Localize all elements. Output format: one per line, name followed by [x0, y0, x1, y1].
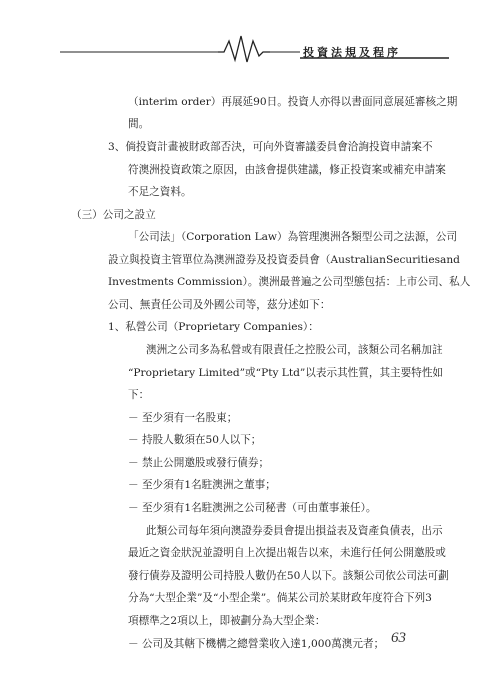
text-run: Securities: [385, 254, 441, 266]
paragraph-line-justified: [108, 253, 460, 267]
bullet-item: － 至少須有一名股東；: [128, 412, 238, 424]
bullet-item: － 至少須有1名駐澳洲之公司秘書（可由董事兼任）。: [128, 502, 377, 514]
paragraph-line: 分為“大型企業”及“小型企業”。倘某公司於某財政年度符合下列3: [128, 592, 432, 604]
section-heading: （三）公司之設立: [71, 209, 156, 221]
paragraph-line: 澳洲之公司多為私營或有限責任之控股公司，該類公司名稱加註: [146, 344, 443, 356]
bullet-item: － 至少須有1名駐澳洲之董事；: [128, 479, 276, 491]
text-run: 設立與投資主管單位為澳洲證券及投資委員會（: [108, 254, 331, 266]
bullet-item: － 公司及其轄下機構之總營業收入達1,000萬澳元者；: [128, 638, 385, 650]
paragraph-line: 此類公司每年須向澳證券委員會提出損益表及資產負債表，出示: [146, 525, 443, 537]
text-run: and: [440, 254, 460, 266]
list-item-3-line: 3、倘投資計畫被財政部否決，可向外資審議委員會洽詢投資申請案不: [108, 141, 433, 153]
paragraph-line: 下：: [128, 389, 150, 401]
paragraph-line: 項標準之2項以上，即被劃分為大型企業：: [128, 615, 326, 627]
bullet-item: － 禁止公開邀股或發行債券；: [128, 457, 270, 469]
paragraph-line: 公司、無責任公司及外國公司等，茲分述如下：: [108, 299, 331, 311]
header-title: 投資法規及程序: [303, 46, 401, 59]
paragraph-line: Investments Commission）。澳洲最普遍之公司型態包括：上市公司、私人: [108, 276, 471, 288]
paragraph-line: 最近之資金狀況並證明自上次提出報告以來，未進行任何公開邀股或: [128, 547, 446, 559]
list-item-3-line: 不足之資料。: [128, 186, 192, 198]
paragraph-line: 「公司法」（Corporation Law）為管理澳洲各類型公司之法源，公司: [128, 231, 458, 243]
bullet-item: － 持股人數須在50人以下；: [128, 434, 262, 446]
paragraph-line: “Proprietary Limited”或“Pty Ltd”以表示其性質，其主要特性如: [128, 367, 444, 379]
list-item-3-line: 符澳洲投資政策之原因，由該會提供建議，修正投資案或補充申請案: [128, 164, 446, 176]
paragraph-line: 間。: [128, 118, 150, 130]
subsection-heading: 1、私營公司（Proprietary Companies）：: [108, 321, 319, 333]
text-run: Australian: [330, 254, 386, 266]
page-number: 63: [391, 630, 406, 646]
paragraph-line: （interim order）再展延90日。投資人亦得以書面同意展延審核之期: [128, 96, 458, 108]
paragraph-line: 發行債券及證明公司持股人數仍在50人以下。該類公司依公司法可劃: [128, 570, 449, 582]
